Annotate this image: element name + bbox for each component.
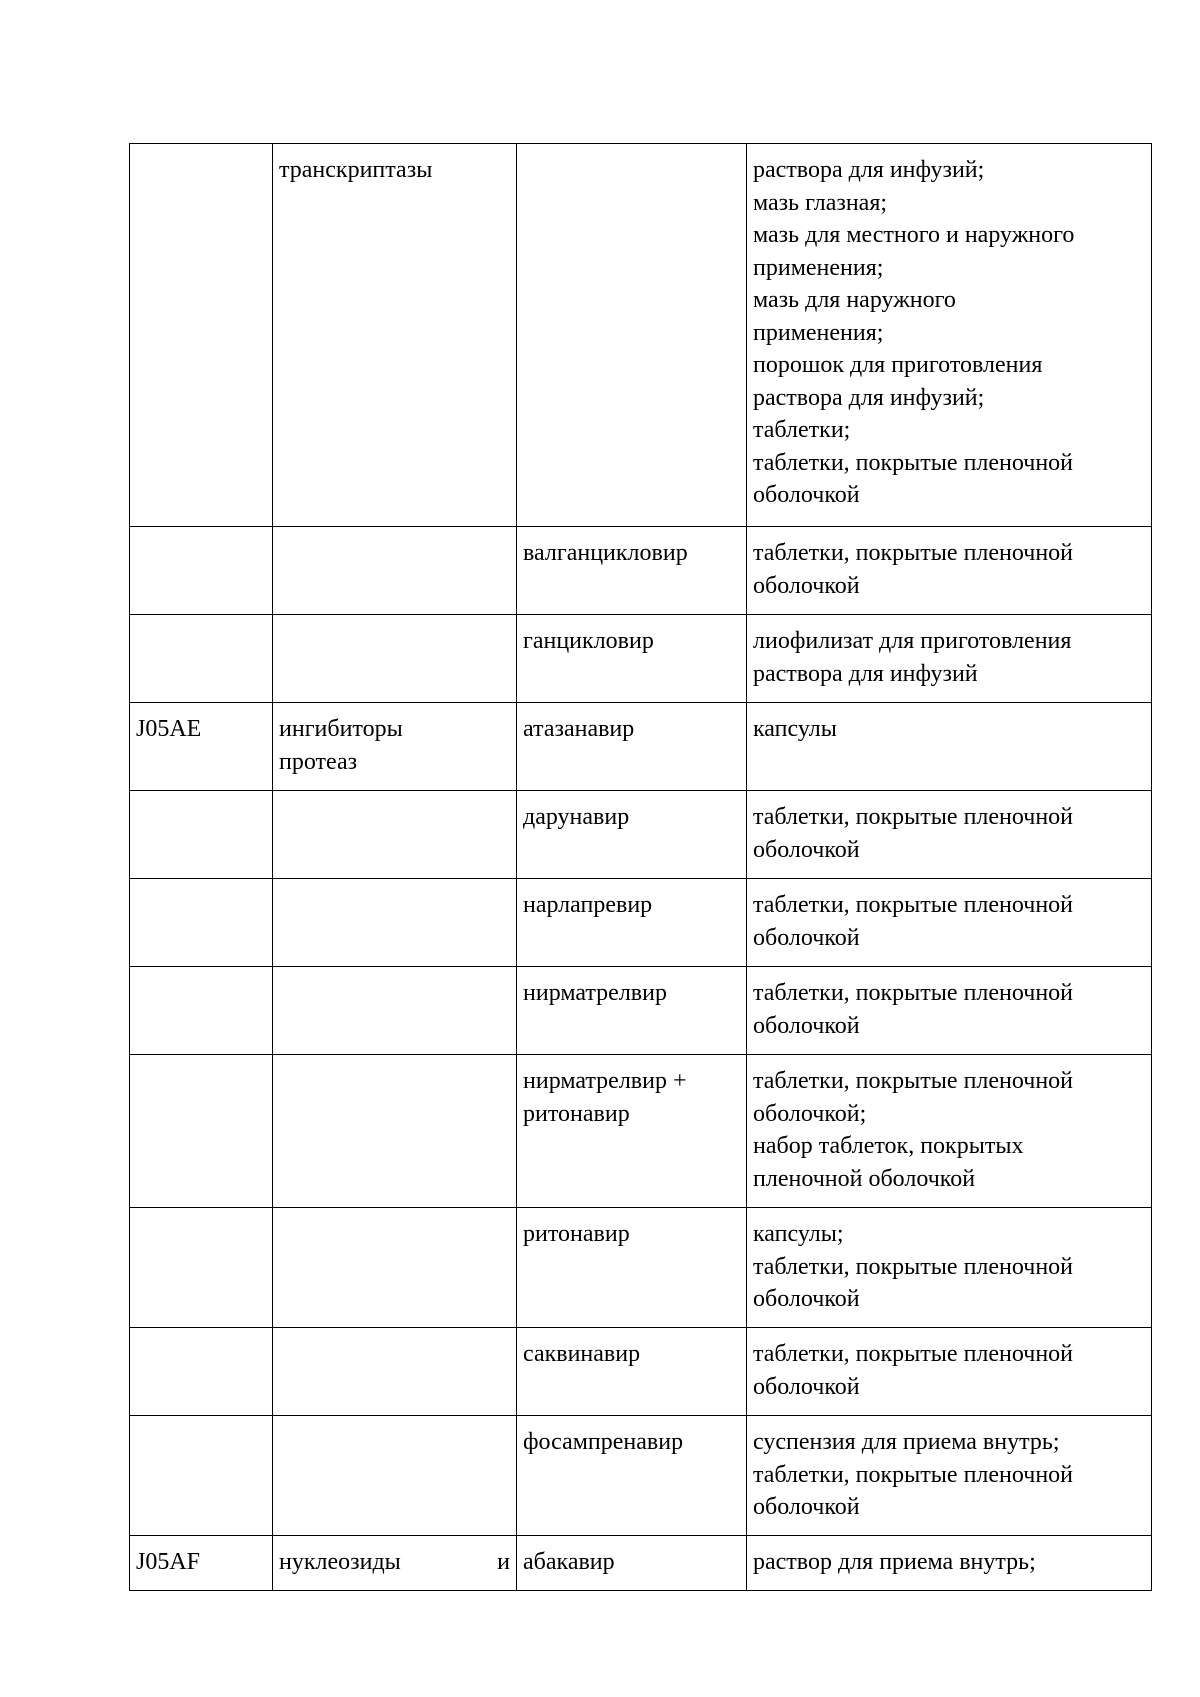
dosage-forms-cell <box>747 879 1152 967</box>
drug-name-cell <box>517 1416 747 1536</box>
table-row <box>130 1416 1152 1536</box>
drug-name-line: дарунавир <box>523 804 630 830</box>
atc-code-cell <box>130 144 273 527</box>
dosage-form-line: оболочкой <box>753 1012 860 1039</box>
dosage-form-line: мазь для местного и наружного <box>753 222 1075 248</box>
atc-code-cell <box>130 1416 273 1536</box>
group-text <box>279 1546 510 1579</box>
dosage-form-line: применения; <box>753 254 884 281</box>
dosage-form-line: капсулы; <box>753 1221 844 1247</box>
dosage-form-line: оболочкой <box>753 1373 860 1400</box>
group-cell <box>273 703 517 791</box>
drug-name-cell <box>517 527 747 615</box>
dosage-form-line: таблетки, покрытые пленочной <box>753 892 1074 918</box>
dosage-forms-cell <box>747 703 1152 791</box>
dosage-form-line: таблетки, покрытые пленочной <box>753 1461 1074 1488</box>
drug-name-cell <box>517 615 747 703</box>
dosage-form-line: оболочкой <box>753 1494 860 1520</box>
drug-name-line: валганцикловир <box>523 540 688 566</box>
dosage-form-line: мазь глазная; <box>753 189 888 216</box>
drug-name-line: нирматрелвир <box>523 980 667 1006</box>
drug-name-cell <box>517 703 747 791</box>
drug-name-line: атазанавир <box>523 716 635 742</box>
group-cell <box>273 1208 517 1328</box>
group-cell <box>273 527 517 615</box>
table-row <box>130 527 1152 615</box>
dosage-form-line: таблетки, покрытые пленочной <box>753 1253 1074 1280</box>
group-text: ингибиторы <box>279 716 403 742</box>
dosage-form-line: оболочкой <box>753 572 860 599</box>
dosage-forms-cell <box>747 615 1152 703</box>
dosage-form-line: таблетки, покрытые пленочной <box>753 1341 1074 1367</box>
drug-name-cell <box>517 1536 747 1591</box>
dosage-form-line: раствора для инфузий <box>753 660 978 687</box>
table-row <box>130 703 1152 791</box>
group-cell <box>273 967 517 1055</box>
group-word: нуклеозиды <box>279 1549 401 1575</box>
dosage-form-line: таблетки, покрытые пленочной <box>753 980 1074 1006</box>
atc-code-cell: J05AF <box>130 1536 273 1591</box>
dosage-form-line: таблетки, покрытые пленочной <box>753 540 1074 566</box>
dosage-forms-cell <box>747 1328 1152 1416</box>
group-cell <box>273 1328 517 1416</box>
group-cell <box>273 144 517 527</box>
dosage-form-line: суспензия для приема внутрь; <box>753 1429 1060 1455</box>
atc-code-cell <box>130 879 273 967</box>
group-cell <box>273 1055 517 1208</box>
group-word: и <box>497 1549 510 1575</box>
table-row <box>130 1536 1152 1591</box>
dosage-form-line: капсулы <box>753 716 837 742</box>
dosage-form-line: оболочкой <box>753 836 860 863</box>
dosage-form-line: раствора для инфузий; <box>753 157 985 183</box>
drug-name-cell <box>517 967 747 1055</box>
table-row <box>130 144 1152 527</box>
drug-name-line: абакавир <box>523 1549 615 1575</box>
dosage-forms-cell <box>747 527 1152 615</box>
dosage-form-line: набор таблеток, покрытых <box>753 1133 1024 1159</box>
dosage-form-line: раствор для приема внутрь; <box>753 1549 1036 1575</box>
atc-code-cell <box>130 1055 273 1208</box>
table-row <box>130 1055 1152 1208</box>
dosage-forms-cell <box>747 1055 1152 1208</box>
drug-name-cell <box>517 1328 747 1416</box>
drug-name-line: ритонавир <box>523 1221 630 1247</box>
atc-code-cell <box>130 791 273 879</box>
group-cell <box>273 1536 517 1591</box>
table-row <box>130 1328 1152 1416</box>
dosage-form-line: оболочкой <box>753 482 860 508</box>
drug-name-cell <box>517 144 747 527</box>
table-row <box>130 879 1152 967</box>
atc-code-cell: J05AE <box>130 703 273 791</box>
dosage-form-line: раствора для инфузий; <box>753 384 985 411</box>
dosage-form-line: порошок для приготовления <box>753 352 1043 378</box>
table-row <box>130 791 1152 879</box>
dosage-forms-cell <box>747 791 1152 879</box>
drug-name-cell <box>517 1055 747 1208</box>
dosage-forms-cell <box>747 1416 1152 1536</box>
dosage-forms-cell <box>747 144 1152 527</box>
drug-name-line: ганцикловир <box>523 628 654 654</box>
dosage-form-line: таблетки, покрытые пленочной <box>753 1068 1074 1094</box>
drug-name-line: саквинавир <box>523 1341 641 1367</box>
dosage-form-line: лиофилизат для приготовления <box>753 628 1072 654</box>
drug-name-cell <box>517 879 747 967</box>
dosage-form-line: оболочкой; <box>753 1100 867 1127</box>
group-cell <box>273 1416 517 1536</box>
table-row <box>130 615 1152 703</box>
group-cell <box>273 615 517 703</box>
dosage-forms-cell <box>747 967 1152 1055</box>
dosage-form-line: оболочкой <box>753 1286 860 1312</box>
dosage-form-line: таблетки, покрытые пленочной <box>753 804 1074 830</box>
dosage-form-line: оболочкой <box>753 924 860 951</box>
atc-code-cell <box>130 1208 273 1328</box>
dosage-forms-cell <box>747 1208 1152 1328</box>
dosage-form-line: пленочной оболочкой <box>753 1165 976 1192</box>
table-row <box>130 967 1152 1055</box>
dosage-form-line: таблетки, покрытые пленочной <box>753 449 1074 476</box>
dosage-form-line: применения; <box>753 319 884 346</box>
drug-name-line: фосампренавир <box>523 1429 684 1455</box>
atc-code-cell <box>130 615 273 703</box>
atc-code-cell <box>130 1328 273 1416</box>
drug-name-line: ритонавир <box>523 1100 630 1127</box>
drug-name-line: нарлапревир <box>523 892 653 918</box>
atc-code-cell <box>130 527 273 615</box>
group-cell <box>273 879 517 967</box>
dosage-form-line: таблетки; <box>753 417 851 443</box>
dosage-form-line: мазь для наружного <box>753 287 956 313</box>
group-text: транскриптазы <box>279 157 433 183</box>
dosage-forms-cell <box>747 1536 1152 1591</box>
drug-name-cell <box>517 1208 747 1328</box>
group-text: протеаз <box>279 748 358 775</box>
group-cell <box>273 791 517 879</box>
drug-table <box>129 143 1152 1591</box>
drug-name-line: нирматрелвир + <box>523 1068 687 1094</box>
drug-name-cell <box>517 791 747 879</box>
table-row <box>130 1208 1152 1328</box>
atc-code-cell <box>130 967 273 1055</box>
